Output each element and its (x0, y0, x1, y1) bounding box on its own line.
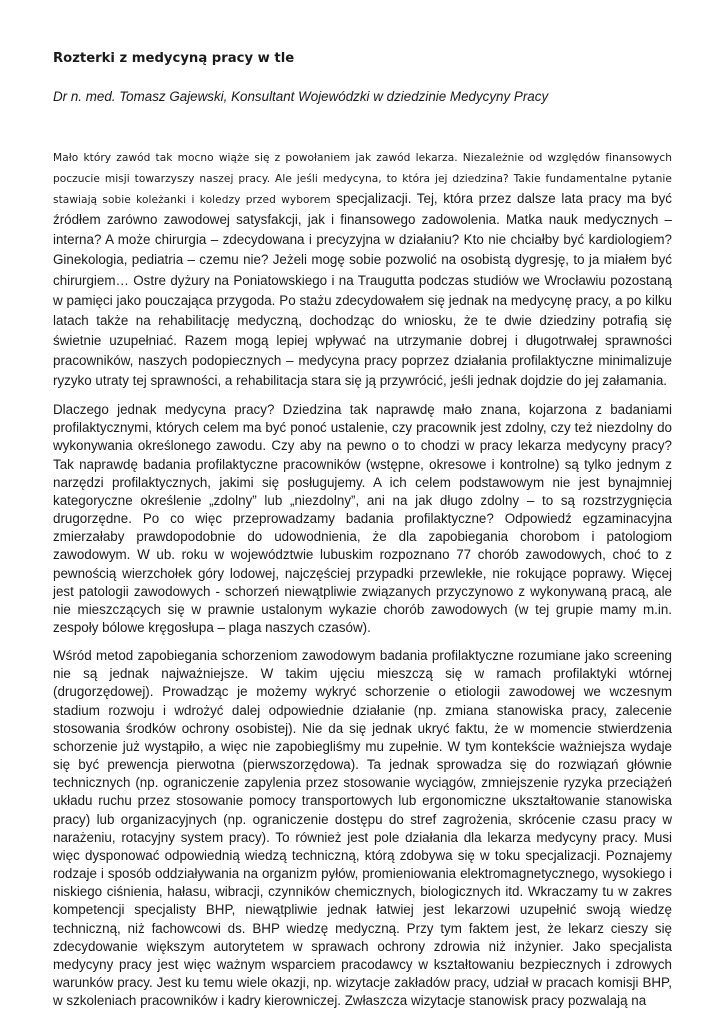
paragraph-3: Wśród metod zapobiegania schorzeniom zawodowym badania profilaktyczne rozumiane jako screening nie są jednak najważniejsze. W takim ujęciu mieszczą się w ramach profilaktyki wtórnej (drugorzędowej). Prowadząc je możemy wykryć schorzenie o etiologii zawodowej we wczesnym stadium rozwoju i wdrożyć dalej odpowiednie działanie (np. zmiana stanowiska pracy, zalecenie stosowania środków ochrony osobistej). Nie da się jednak ukryć faktu, że w momencie stwierdzenia schorzenie już wystąpiło, a więc nie zapobiegliśmy mu zupełnie. W tym kontekście ważniejsza wydaje się być prewencja pierwotna (pierwszorzędowa). Ta jednak sprowadza się do rozwiązań głównie technicznych (np. ograniczenie zapylenia przez stosowanie wyciągów, zmniejszenie ryzyka przeciążeń układu ruchu przez stosowanie pomocy transportowych lub ergonomiczne ukształtowanie stanowiska pracy) lub organizacyjnych (np. ograniczenie dostępu do stref zagrożenia, skrócenie czasu pracy w narażeniu, rotacyjny system pracy). To również jest pole działania dla lekarza medycyny pracy. Musi więc dysponować odpowiednią wiedzą techniczną, którą zdobywa się w toku specjalizacji. Poznajemy rodzaje i sposób oddziaływania na organizm pyłów, promieniowania elektromagnetycznego, wysokiego i niskiego ciśnienia, hałasu, wibracji, czynników chemicznych, biologicznych itd. Wkraczamy tu w zakres kompetencji specjalisty BHP, niewątpliwie jednak łatwiej jest lekarzowi uzupełnić swoją wiedzę techniczną, niż fachowcowi ds. BHP wiedzę medyczną. Przy tym faktem jest, że lekarz cieszy się zdecydowanie większym autorytetem w sprawach ochrony zdrowia niż inżynier. Jako specjalista medycyny pracy jest więc ważnym wsparciem pracodawcy w kształtowaniu bezpiecznych i zdrowych warunków pracy. Jest ku temu wiele okazji, np. wizytacje zakładów pracy, udział w pracach komisji BHP, w szkoleniach pracowników i kadry kierowniczej. Zwłaszcza wizytacje stanowisk pracy pozwalają na (53, 648, 672, 1009)
paragraph-1 (53, 147, 672, 391)
author-line: Dr n. med. Tomasz Gajewski, Konsultant Wojewódzki w dziedzinie Medycyny Pracy (53, 89, 549, 104)
document-title: Rozterki z medycyną pracy w tle (53, 51, 295, 66)
paragraph-1-rest: specjalizacji. Tej, która przez dalsze lata pracy ma być źródłem zarówno zawodowej satysfakcji, jak i finansowego zadowolenia. Matka nauk medycznych – interna? A może chirurgia – zdecydowana i precyzyjna w działaniu? Kto nie chciałby być kardiologiem? Ginekologia, pediatria – czemu nie? Jeżeli mogę sobie pozwolić na osobistą dygresję, to ja miałem być chirurgiem… Ostre dyżury na Poniatowskiego i na Traugutta podczas studiów we Wrocławiu pozostaną w pamięci jako pouczająca przygoda. Po stażu zdecydowałem się jednak na medycynę pracy, a po kilku latach także na rehabilitację medyczną, dochodząc do wniosku, że te dwie dziedziny potrafią się świetnie uzupełniać. Razem mogą lepiej wpływać na utrzymanie dobrej i długotrwałej sprawności pracowników, naszych podopiecznych – medycyna pracy poprzez działania profilaktyczne minimalizuje ryzyko utraty tej sprawności, a rehabilitacja stara się ją przywrócić, jeśli jednak dojdzie do jej załamania. (53, 191, 672, 389)
paragraph-1-lead: Mało który zawód tak mocno wiąże się z powołaniem jak zawód lekarza. Niezależnie od względów finansowych poczucie misji towarzyszy naszej pracy. Ale jeśli medycyna, to która jej dziedzina? Takie fundamentalne pytanie stawiają sobie koleżanki i koledzy przed wyborem (53, 152, 672, 207)
paragraph-2: Dlaczego jednak medycyna pracy? Dziedzina tak naprawdę mało znana, kojarzona z badaniami profilaktycznymi, których celem ma być ponoć ustalenie, czy pracownik jest zdolny, czy też niezdolny do wykonywania określonego zawodu. Czy aby na pewno o to chodzi w pracy lekarza medycyny pracy? Tak naprawdę badania profilaktyczne pracowników (wstępne, okresowe i kontrolne) są tylko jednym z narzędzi profilaktycznych, jakimi się posługujemy. A ich celem podstawowym nie jest bynajmniej kategoryczne określenie „zdolny” lub „niezdolny”, ani na jak długo zdolny – to są rozstrzygnięcia drugorzędne. Po co więc przeprowadzamy badania profilaktyczne? Odpowiedź egzaminacyjna zmierzałaby prawdopodobnie do udowodnienia, że dla zapobiegania chorobom i patologiom zawodowym. W ub. roku w województwie lubuskim rozpoznano 77 chorób zawodowych, choć to z pewnością wierzchołek góry lodowej, najczęściej przypadki przewlekłe, nie rokujące poprawy. Więcej jest patologii zawodowych - schorzeń niewątpliwie związanych przyczynowo z wykonywaną pracą, ale nie mieszczących się w prawnie ustalonym wykazie chorób zawodowych (w tej grupie mamy m.in. zespoły bólowe kręgosłupa – plaga naszych czasów). (53, 402, 672, 635)
document-body (53, 147, 672, 1010)
